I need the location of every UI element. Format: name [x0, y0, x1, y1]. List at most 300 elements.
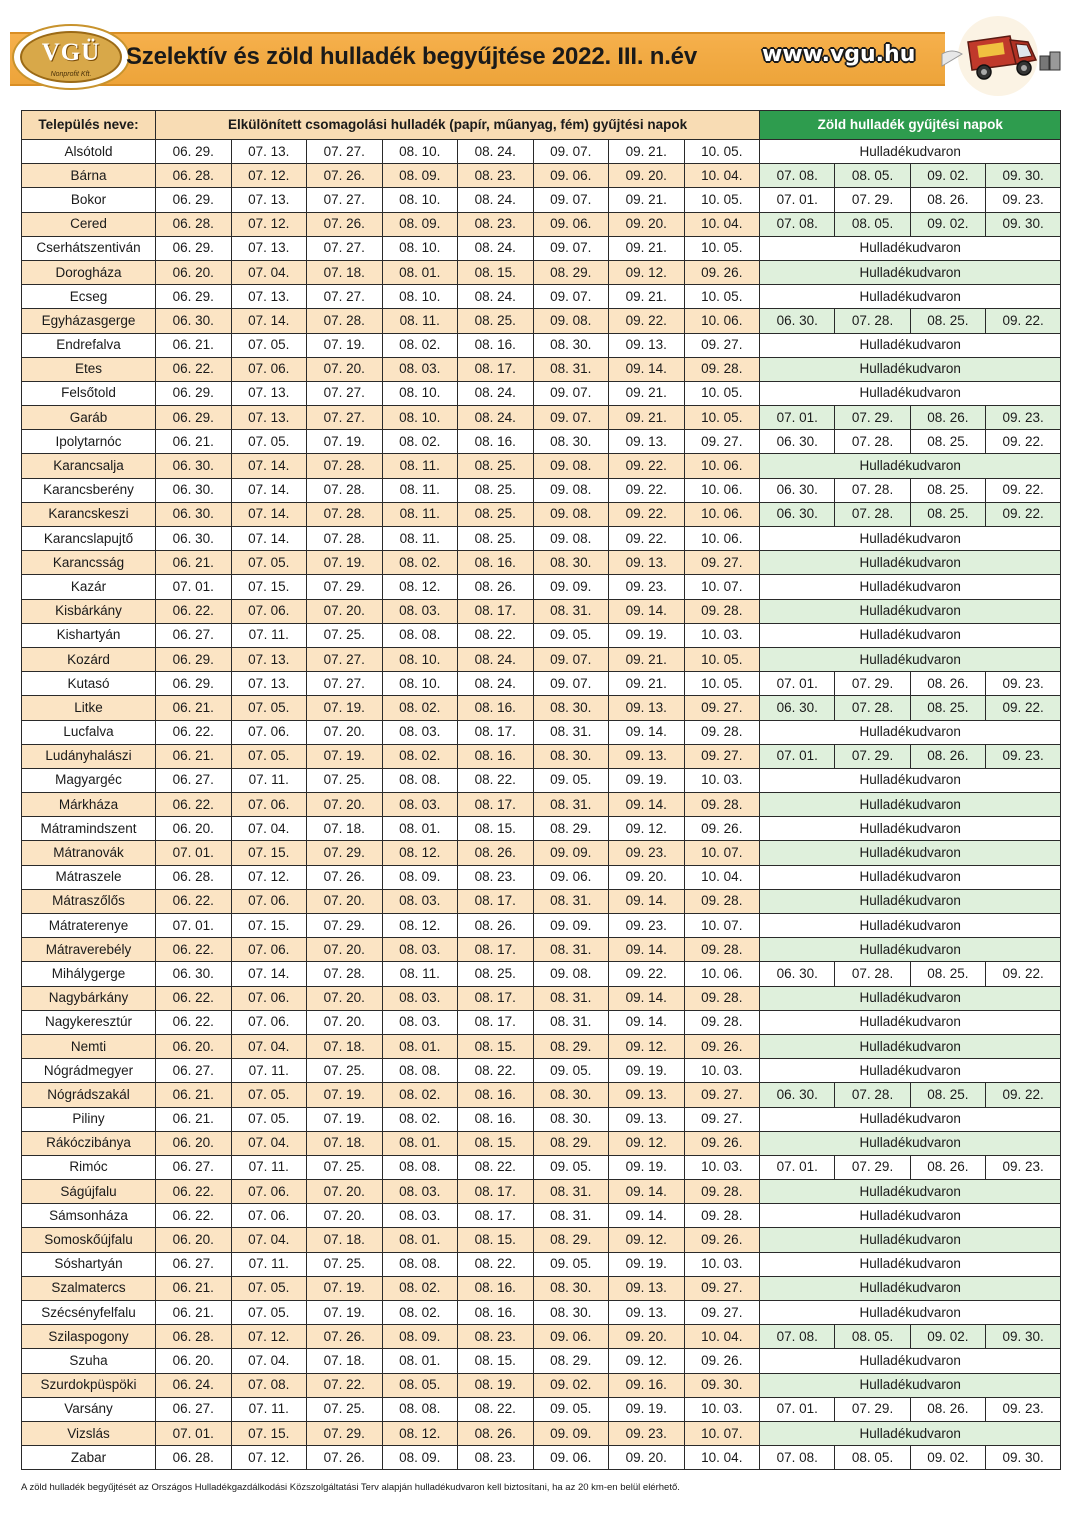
- selective-date: 08. 16.: [458, 1276, 534, 1300]
- selective-date: 09. 19.: [609, 768, 685, 792]
- selective-date: 09. 14.: [609, 938, 685, 962]
- selective-date: 09. 07.: [533, 672, 609, 696]
- selective-date: 08. 30.: [533, 744, 609, 768]
- selective-date: 09. 28.: [684, 938, 760, 962]
- settlement-name: Litke: [22, 696, 156, 720]
- green-date: 08. 05.: [835, 164, 910, 188]
- green-date: 08. 26.: [910, 188, 985, 212]
- selective-date: 07. 04.: [231, 1228, 307, 1252]
- selective-date: 07. 05.: [231, 430, 307, 454]
- green-waste-yard: Hulladékudvaron: [760, 1204, 1061, 1228]
- selective-date: 09. 07.: [533, 140, 609, 164]
- selective-date: 08. 15.: [458, 260, 534, 284]
- green-date: 07. 01.: [760, 744, 835, 768]
- table-row: [22, 454, 1061, 478]
- selective-date: 08. 25.: [458, 478, 534, 502]
- green-waste-yard: Hulladékudvaron: [760, 527, 1061, 551]
- selective-date: 07. 15.: [231, 914, 307, 938]
- selective-date: 07. 11.: [231, 1252, 307, 1276]
- selective-date: 08. 22.: [458, 1155, 534, 1179]
- green-date: 08. 25.: [910, 1083, 985, 1107]
- selective-date: 09. 26.: [684, 1228, 760, 1252]
- selective-date: 06. 29.: [156, 140, 232, 164]
- green-date: 09. 23.: [986, 744, 1061, 768]
- green-date: 09. 22.: [986, 962, 1061, 986]
- selective-date: 06. 27.: [156, 1059, 232, 1083]
- selective-date: 09. 27.: [684, 333, 760, 357]
- table-row: [22, 1204, 1061, 1228]
- selective-date: 07. 18.: [307, 260, 383, 284]
- selective-date: 07. 11.: [231, 1397, 307, 1421]
- selective-date: 06. 22.: [156, 1010, 232, 1034]
- green-waste-yard: Hulladékudvaron: [760, 1349, 1061, 1373]
- selective-date: 10. 07.: [684, 575, 760, 599]
- green-date: 08. 26.: [910, 744, 985, 768]
- selective-date: 08. 24.: [458, 236, 534, 260]
- selective-date: 10. 06.: [684, 502, 760, 526]
- selective-date: 09. 06.: [533, 164, 609, 188]
- selective-date: 09. 08.: [533, 478, 609, 502]
- selective-date: 09. 14.: [609, 986, 685, 1010]
- green-date: 07. 29.: [835, 744, 910, 768]
- settlement-name: Márkháza: [22, 793, 156, 817]
- settlement-name: Kozárd: [22, 647, 156, 671]
- selective-date: 06. 22.: [156, 357, 232, 381]
- green-waste-yard: Hulladékudvaron: [760, 986, 1061, 1010]
- green-date: 08. 05.: [835, 1446, 910, 1470]
- green-date: 07. 29.: [835, 1155, 910, 1179]
- selective-date: 09. 20.: [609, 1446, 685, 1470]
- selective-date: 10. 04.: [684, 1325, 760, 1349]
- selective-date: 07. 06.: [231, 1010, 307, 1034]
- selective-date: 07. 20.: [307, 889, 383, 913]
- table-row: [22, 962, 1061, 986]
- selective-date: 07. 18.: [307, 817, 383, 841]
- selective-date: 08. 16.: [458, 1107, 534, 1131]
- selective-date: 09. 05.: [533, 1155, 609, 1179]
- selective-date: 06. 21.: [156, 1083, 232, 1107]
- selective-date: 07. 05.: [231, 744, 307, 768]
- table-row: [22, 527, 1061, 551]
- selective-date: 07. 13.: [231, 236, 307, 260]
- selective-date: 08. 25.: [458, 309, 534, 333]
- table-row: [22, 357, 1061, 381]
- table-row: [22, 672, 1061, 696]
- logo-subtitle: Nonprofit Kft.: [50, 71, 92, 78]
- selective-date: 07. 19.: [307, 744, 383, 768]
- settlement-name: Sóshartyán: [22, 1252, 156, 1276]
- green-date: 06. 30.: [760, 1083, 835, 1107]
- selective-date: 09. 27.: [684, 696, 760, 720]
- selective-date: 07. 28.: [307, 527, 383, 551]
- selective-date: 09. 09.: [533, 914, 609, 938]
- selective-date: 07. 06.: [231, 986, 307, 1010]
- selective-date: 08. 01.: [382, 1228, 458, 1252]
- table-row: [22, 793, 1061, 817]
- green-waste-yard: Hulladékudvaron: [760, 1034, 1061, 1058]
- selective-date: 09. 06.: [533, 1446, 609, 1470]
- green-date: 08. 26.: [910, 672, 985, 696]
- selective-date: 09. 28.: [684, 357, 760, 381]
- selective-date: 07. 28.: [307, 309, 383, 333]
- settlement-name: Nemti: [22, 1034, 156, 1058]
- selective-date: 10. 05.: [684, 188, 760, 212]
- selective-date: 09. 27.: [684, 430, 760, 454]
- selective-date: 06. 29.: [156, 236, 232, 260]
- selective-date: 08. 31.: [533, 1010, 609, 1034]
- green-waste-yard: Hulladékudvaron: [760, 1228, 1061, 1252]
- settlement-name: Kazár: [22, 575, 156, 599]
- selective-date: 06. 28.: [156, 164, 232, 188]
- table-row: [22, 1083, 1061, 1107]
- selective-date: 09. 13.: [609, 1107, 685, 1131]
- selective-date: 08. 29.: [533, 260, 609, 284]
- selective-date: 08. 22.: [458, 1252, 534, 1276]
- selective-date: 09. 07.: [533, 188, 609, 212]
- green-waste-yard: Hulladékudvaron: [760, 1180, 1061, 1204]
- selective-date: 09. 19.: [609, 1397, 685, 1421]
- green-waste-yard: Hulladékudvaron: [760, 1421, 1061, 1445]
- settlement-name: Zabar: [22, 1446, 156, 1470]
- selective-date: 08. 24.: [458, 285, 534, 309]
- table-row: [22, 1252, 1061, 1276]
- selective-date: 09. 08.: [533, 309, 609, 333]
- selective-date: 06. 21.: [156, 1276, 232, 1300]
- selective-date: 06. 29.: [156, 381, 232, 405]
- settlement-name: Ságújfalu: [22, 1180, 156, 1204]
- selective-date: 08. 03.: [382, 599, 458, 623]
- green-date: 06. 30.: [760, 430, 835, 454]
- green-date: 09. 02.: [910, 212, 985, 236]
- settlement-name: Kishartyán: [22, 623, 156, 647]
- selective-date: 08. 03.: [382, 986, 458, 1010]
- selective-date: 09. 27.: [684, 551, 760, 575]
- settlement-name: Etes: [22, 357, 156, 381]
- selective-date: 07. 13.: [231, 381, 307, 405]
- green-date: 07. 29.: [835, 672, 910, 696]
- selective-date: 09. 12.: [609, 260, 685, 284]
- selective-date: 07. 04.: [231, 817, 307, 841]
- selective-date: 08. 12.: [382, 841, 458, 865]
- table-row: [22, 720, 1061, 744]
- table-row: [22, 1155, 1061, 1179]
- selective-date: 08. 02.: [382, 1083, 458, 1107]
- selective-date: 07. 04.: [231, 1349, 307, 1373]
- table-body: [22, 140, 1061, 1470]
- green-date: 08. 25.: [910, 309, 985, 333]
- selective-date: 09. 28.: [684, 986, 760, 1010]
- column-header-selective: Elkülönített csomagolási hulladék (papír, műanyag, fém) gyűjtési napok: [156, 111, 760, 140]
- selective-date: 09. 05.: [533, 1252, 609, 1276]
- selective-date: 08. 02.: [382, 551, 458, 575]
- green-date: 09. 30.: [986, 1446, 1061, 1470]
- selective-date: 06. 22.: [156, 793, 232, 817]
- selective-date: 08. 02.: [382, 696, 458, 720]
- selective-date: 08. 03.: [382, 1204, 458, 1228]
- selective-date: 07. 26.: [307, 1446, 383, 1470]
- table-row: [22, 236, 1061, 260]
- settlement-name: Karancsság: [22, 551, 156, 575]
- table-row: [22, 768, 1061, 792]
- selective-date: 06. 20.: [156, 1228, 232, 1252]
- logo-badge: [20, 31, 122, 83]
- table-row: [22, 623, 1061, 647]
- selective-date: 09. 12.: [609, 1228, 685, 1252]
- collection-schedule-table: [21, 110, 1061, 1470]
- settlement-name: Egyházasgerge: [22, 309, 156, 333]
- selective-date: 07. 20.: [307, 1010, 383, 1034]
- selective-date: 08. 30.: [533, 1083, 609, 1107]
- selective-date: 09. 26.: [684, 1131, 760, 1155]
- table-row: [22, 1446, 1061, 1470]
- selective-date: 06. 20.: [156, 260, 232, 284]
- settlement-name: Magyargéc: [22, 768, 156, 792]
- green-date: 06. 30.: [760, 309, 835, 333]
- selective-date: 08. 11.: [382, 309, 458, 333]
- selective-date: 07. 28.: [307, 478, 383, 502]
- selective-date: 10. 05.: [684, 381, 760, 405]
- footnote: A zöld hulladék begyűjtését az Országos Hulladékgazdálkodási Közszolgáltatási Terv alapján hulladékudvaron kell biztosítani, ha az 20 km-en belül elérhető.: [21, 1482, 680, 1493]
- green-date: 06. 30.: [760, 478, 835, 502]
- green-waste-yard: Hulladékudvaron: [760, 938, 1061, 962]
- selective-date: 07. 20.: [307, 1204, 383, 1228]
- table-row: [22, 575, 1061, 599]
- selective-date: 08. 08.: [382, 623, 458, 647]
- settlement-name: Felsőtold: [22, 381, 156, 405]
- green-waste-yard: Hulladékudvaron: [760, 333, 1061, 357]
- selective-date: 09. 20.: [609, 212, 685, 236]
- selective-date: 08. 24.: [458, 188, 534, 212]
- selective-date: 08. 26.: [458, 575, 534, 599]
- selective-date: 08. 02.: [382, 1107, 458, 1131]
- selective-date: 10. 06.: [684, 309, 760, 333]
- selective-date: 08. 25.: [458, 962, 534, 986]
- selective-date: 08. 17.: [458, 938, 534, 962]
- table-row: [22, 478, 1061, 502]
- selective-date: 06. 21.: [156, 696, 232, 720]
- settlement-name: Karancsalja: [22, 454, 156, 478]
- selective-date: 09. 02.: [533, 1373, 609, 1397]
- selective-date: 06. 30.: [156, 478, 232, 502]
- selective-date: 08. 03.: [382, 720, 458, 744]
- selective-date: 09. 13.: [609, 551, 685, 575]
- green-waste-yard: Hulladékudvaron: [760, 454, 1061, 478]
- selective-date: 09. 08.: [533, 962, 609, 986]
- selective-date: 08. 30.: [533, 1301, 609, 1325]
- selective-date: 06. 30.: [156, 502, 232, 526]
- selective-date: 08. 31.: [533, 793, 609, 817]
- selective-date: 07. 12.: [231, 1446, 307, 1470]
- selective-date: 08. 10.: [382, 406, 458, 430]
- green-waste-yard: Hulladékudvaron: [760, 1301, 1061, 1325]
- selective-date: 08. 24.: [458, 140, 534, 164]
- green-waste-yard: Hulladékudvaron: [760, 260, 1061, 284]
- selective-date: 09. 14.: [609, 720, 685, 744]
- selective-date: 08. 16.: [458, 551, 534, 575]
- selective-date: 07. 25.: [307, 623, 383, 647]
- table-row: [22, 1107, 1061, 1131]
- selective-date: 07. 12.: [231, 865, 307, 889]
- selective-date: 08. 15.: [458, 1228, 534, 1252]
- selective-date: 06. 22.: [156, 938, 232, 962]
- green-waste-yard: Hulladékudvaron: [760, 551, 1061, 575]
- selective-date: 09. 21.: [609, 236, 685, 260]
- selective-date: 08. 10.: [382, 188, 458, 212]
- selective-date: 08. 25.: [458, 502, 534, 526]
- green-date: 09. 23.: [986, 188, 1061, 212]
- settlement-name: Ipolytarnóc: [22, 430, 156, 454]
- green-waste-yard: Hulladékudvaron: [760, 841, 1061, 865]
- selective-date: 09. 23.: [609, 575, 685, 599]
- selective-date: 06. 20.: [156, 1131, 232, 1155]
- selective-date: 06. 24.: [156, 1373, 232, 1397]
- table-row: [22, 914, 1061, 938]
- selective-date: 08. 23.: [458, 1446, 534, 1470]
- settlement-name: Szilaspogony: [22, 1325, 156, 1349]
- selective-date: 08. 09.: [382, 212, 458, 236]
- selective-date: 08. 30.: [533, 1107, 609, 1131]
- green-waste-yard: Hulladékudvaron: [760, 817, 1061, 841]
- selective-date: 06. 21.: [156, 551, 232, 575]
- selective-date: 08. 29.: [533, 1131, 609, 1155]
- selective-date: 08. 29.: [533, 1349, 609, 1373]
- settlement-name: Rákóczibánya: [22, 1131, 156, 1155]
- selective-date: 08. 02.: [382, 744, 458, 768]
- selective-date: 07. 27.: [307, 140, 383, 164]
- green-date: 07. 28.: [835, 502, 910, 526]
- table-row: [22, 260, 1061, 284]
- selective-date: 08. 16.: [458, 744, 534, 768]
- green-waste-yard: Hulladékudvaron: [760, 140, 1061, 164]
- selective-date: 07. 04.: [231, 1131, 307, 1155]
- selective-date: 08. 01.: [382, 1349, 458, 1373]
- selective-date: 08. 03.: [382, 1010, 458, 1034]
- settlement-name: Bokor: [22, 188, 156, 212]
- settlement-name: Bárna: [22, 164, 156, 188]
- settlement-name: Sámsonháza: [22, 1204, 156, 1228]
- green-date: 09. 23.: [986, 672, 1061, 696]
- selective-date: 07. 05.: [231, 1107, 307, 1131]
- table-header-row: [22, 111, 1061, 140]
- selective-date: 07. 19.: [307, 1276, 383, 1300]
- selective-date: 09. 22.: [609, 309, 685, 333]
- green-date: 09. 02.: [910, 1325, 985, 1349]
- selective-date: 09. 14.: [609, 889, 685, 913]
- green-date: 09. 22.: [986, 1083, 1061, 1107]
- settlement-name: Kutasó: [22, 672, 156, 696]
- selective-date: 09. 23.: [609, 914, 685, 938]
- selective-date: 09. 20.: [609, 865, 685, 889]
- selective-date: 08. 16.: [458, 430, 534, 454]
- green-date: 08. 25.: [910, 430, 985, 454]
- table-row: [22, 502, 1061, 526]
- selective-date: 07. 12.: [231, 212, 307, 236]
- green-waste-yard: Hulladékudvaron: [760, 768, 1061, 792]
- table-row: [22, 140, 1061, 164]
- selective-date: 07. 19.: [307, 1083, 383, 1107]
- selective-date: 07. 29.: [307, 575, 383, 599]
- green-date: 08. 25.: [910, 962, 985, 986]
- selective-date: 07. 13.: [231, 285, 307, 309]
- selective-date: 09. 21.: [609, 381, 685, 405]
- selective-date: 07. 28.: [307, 454, 383, 478]
- selective-date: 09. 28.: [684, 720, 760, 744]
- green-waste-yard: Hulladékudvaron: [760, 357, 1061, 381]
- selective-date: 07. 14.: [231, 454, 307, 478]
- table-row: [22, 188, 1061, 212]
- selective-date: 08. 17.: [458, 986, 534, 1010]
- selective-date: 08. 10.: [382, 236, 458, 260]
- selective-date: 09. 09.: [533, 841, 609, 865]
- selective-date: 08. 11.: [382, 962, 458, 986]
- selective-date: 07. 22.: [307, 1373, 383, 1397]
- selective-date: 08. 23.: [458, 164, 534, 188]
- selective-date: 07. 11.: [231, 1155, 307, 1179]
- selective-date: 09. 20.: [609, 164, 685, 188]
- green-waste-yard: Hulladékudvaron: [760, 1059, 1061, 1083]
- selective-date: 10. 07.: [684, 1421, 760, 1445]
- green-date: 09. 02.: [910, 1446, 985, 1470]
- selective-date: 08. 31.: [533, 1204, 609, 1228]
- selective-date: 07. 13.: [231, 406, 307, 430]
- settlement-name: Szalmatercs: [22, 1276, 156, 1300]
- selective-date: 08. 01.: [382, 1034, 458, 1058]
- selective-date: 07. 04.: [231, 1034, 307, 1058]
- table-row: [22, 1276, 1061, 1300]
- selective-date: 10. 03.: [684, 623, 760, 647]
- selective-date: 09. 22.: [609, 502, 685, 526]
- selective-date: 09. 05.: [533, 1397, 609, 1421]
- selective-date: 08. 17.: [458, 1180, 534, 1204]
- table-row: [22, 309, 1061, 333]
- selective-date: 09. 28.: [684, 1010, 760, 1034]
- green-waste-yard: Hulladékudvaron: [760, 1107, 1061, 1131]
- selective-date: 06. 27.: [156, 1397, 232, 1421]
- selective-date: 08. 31.: [533, 357, 609, 381]
- settlement-name: Varsány: [22, 1397, 156, 1421]
- selective-date: 08. 26.: [458, 841, 534, 865]
- selective-date: 07. 26.: [307, 865, 383, 889]
- selective-date: 07. 05.: [231, 1083, 307, 1107]
- green-waste-yard: Hulladékudvaron: [760, 1131, 1061, 1155]
- green-waste-yard: Hulladékudvaron: [760, 285, 1061, 309]
- selective-date: 09. 16.: [609, 1373, 685, 1397]
- selective-date: 06. 21.: [156, 1301, 232, 1325]
- selective-date: 08. 10.: [382, 647, 458, 671]
- selective-date: 09. 27.: [684, 744, 760, 768]
- selective-date: 08. 03.: [382, 793, 458, 817]
- selective-date: 06. 30.: [156, 454, 232, 478]
- selective-date: 06. 27.: [156, 1155, 232, 1179]
- green-waste-yard: Hulladékudvaron: [760, 599, 1061, 623]
- selective-date: 09. 12.: [609, 1131, 685, 1155]
- selective-date: 07. 20.: [307, 986, 383, 1010]
- selective-date: 06. 22.: [156, 889, 232, 913]
- selective-date: 08. 24.: [458, 381, 534, 405]
- selective-date: 06. 30.: [156, 527, 232, 551]
- settlement-name: Ecseg: [22, 285, 156, 309]
- selective-date: 09. 23.: [609, 1421, 685, 1445]
- selective-date: 09. 27.: [684, 1276, 760, 1300]
- selective-date: 09. 21.: [609, 647, 685, 671]
- settlement-name: Vizslás: [22, 1421, 156, 1445]
- selective-date: 07. 28.: [307, 502, 383, 526]
- selective-date: 06. 22.: [156, 986, 232, 1010]
- selective-date: 08. 10.: [382, 285, 458, 309]
- selective-date: 08. 03.: [382, 357, 458, 381]
- selective-date: 06. 20.: [156, 1349, 232, 1373]
- selective-date: 10. 07.: [684, 914, 760, 938]
